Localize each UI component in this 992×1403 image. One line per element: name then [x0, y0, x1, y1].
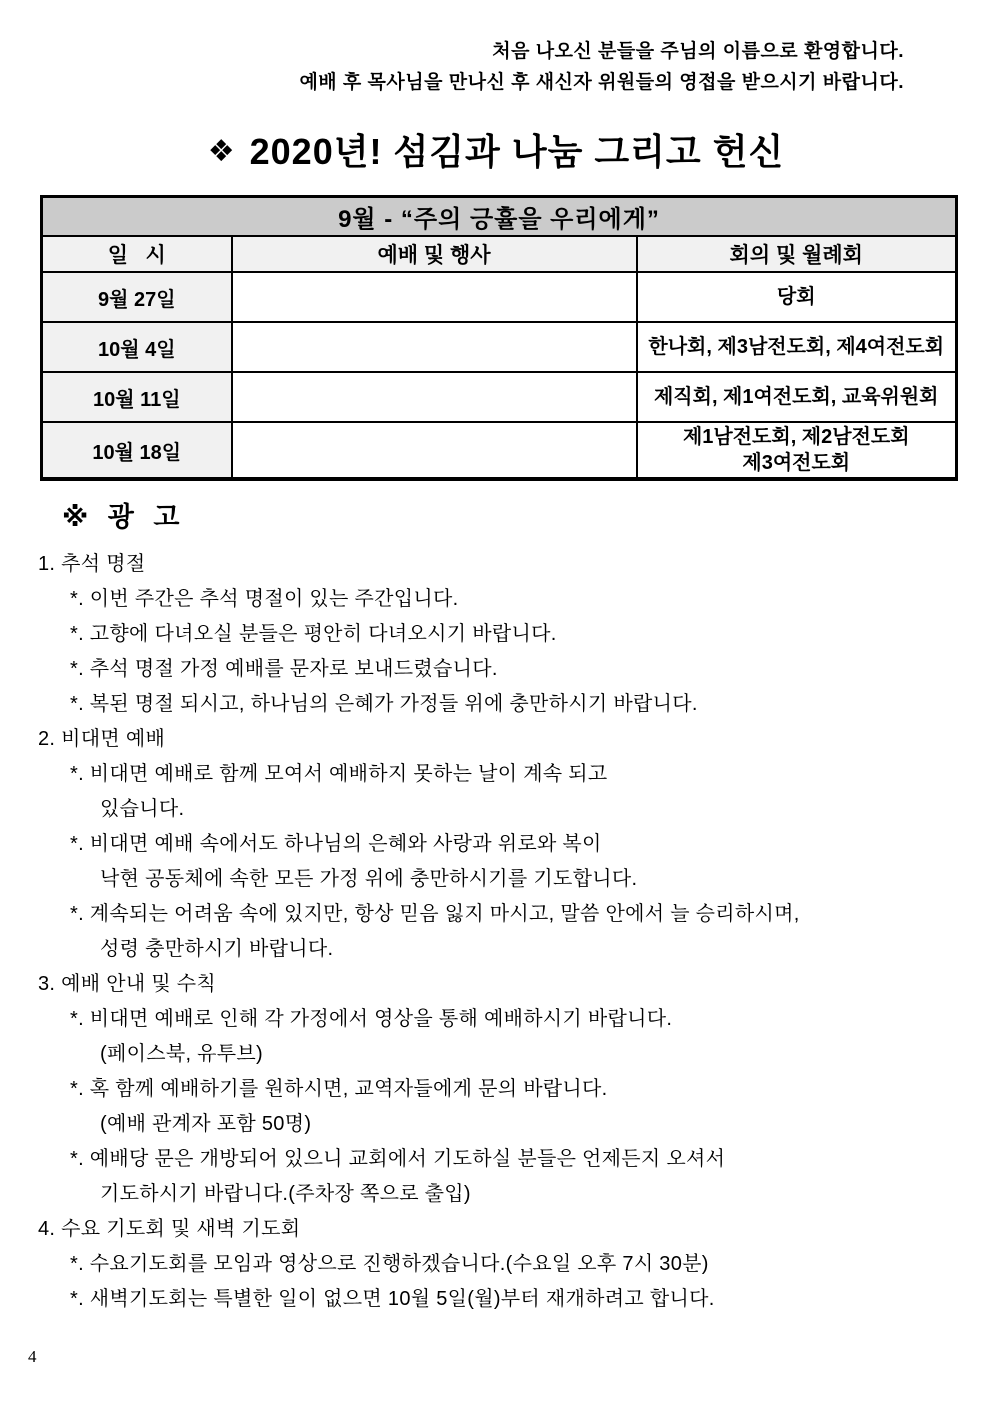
announcement-subitem: *. 이번 주간은 추석 명절이 있는 주간입니다.: [70, 588, 459, 610]
welcome-line-1: 처음 나오신 분들을 주님의 이름으로 환영합니다.: [492, 41, 904, 62]
page-title: [0, 124, 992, 175]
announcement-continuation: 있습니다.: [100, 798, 185, 820]
date-cell: 9월 27일: [42, 272, 232, 322]
announcement-continuation: 기도하시기 바랍니다.(주차장 쪽으로 출입): [100, 1183, 471, 1205]
date-cell: 10월 4일: [42, 322, 232, 372]
meeting-cell: [637, 422, 957, 479]
table-caption: 9월 - “주의 긍휼을 우리에게”: [42, 197, 957, 237]
meeting-cell: 당회: [637, 272, 957, 322]
page-title-text: 2020년! 섬김과 나눔 그리고 헌신: [249, 131, 785, 172]
welcome-block: [0, 0, 992, 98]
announcement-item: 4. 수요 기도회 및 새벽 기도회: [38, 1218, 301, 1240]
announcement-subitem: *. 계속되는 어려움 속에 있지만, 항상 믿음 잃지 마시고, 말씀 안에서 늘 승리하시며,: [70, 903, 800, 925]
table-header-row: [42, 236, 957, 272]
table-row: [42, 322, 957, 372]
announcement-subitem: *. 복된 명절 되시고, 하나님의 은혜가 가정들 위에 충만하시기 바랍니다.: [70, 693, 698, 715]
table-row: [42, 422, 957, 479]
column-header-worship: 예배 및 행사: [232, 236, 637, 272]
column-header-meeting: 회의 및 월례회: [637, 236, 957, 272]
meeting-cell: 제직회, 제1여전도회, 교육위원회: [637, 372, 957, 422]
table-caption-row: [42, 197, 957, 237]
announcement-continuation: 낙현 공동체에 속한 모든 가정 위에 충만하시기를 기도합니다.: [100, 868, 638, 890]
announcement-subitem: *. 예배당 문은 개방되어 있으니 교회에서 기도하실 분들은 언제든지 오셔서: [70, 1148, 726, 1170]
meeting-cell: 한나회, 제3남전도회, 제4여전도회: [637, 322, 957, 372]
announcement-subitem: *. 혹 함께 예배하기를 원하시면, 교역자들에게 문의 바랍니다.: [70, 1078, 608, 1100]
worship-cell: [232, 372, 637, 422]
announcement-item: 1. 추석 명절: [38, 553, 146, 575]
page-number: 4: [28, 1347, 37, 1366]
meeting-line-2: 제3여전도회: [742, 452, 851, 474]
meeting-line-1: 제1남전도회, 제2남전도회: [682, 426, 910, 448]
announcement-continuation: (예배 관계자 포함 50명): [100, 1113, 312, 1135]
announcement-continuation: 성령 충만하시기 바랍니다.: [100, 938, 334, 960]
column-header-date: 일 시: [42, 236, 232, 272]
announcement-continuation: (페이스북, 유투브): [100, 1043, 263, 1065]
announcement-subitem: *. 비대면 예배로 인해 각 가정에서 영상을 통해 예배하시기 바랍니다.: [70, 1008, 673, 1030]
table-row: [42, 272, 957, 322]
worship-cell: [232, 422, 637, 479]
announcement-subitem: *. 추석 명절 가정 예배를 문자로 보내드렸습니다.: [70, 658, 498, 680]
worship-cell: [232, 272, 637, 322]
table-row: [42, 372, 957, 422]
date-cell: 10월 18일: [42, 422, 232, 479]
announcement-subitem: *. 새벽기도회는 특별한 일이 없으면 10월 5일(월)부터 재개하려고 합니다.: [70, 1288, 715, 1310]
diamond-icon: ❖: [207, 135, 236, 168]
announcement-subitem: *. 비대면 예배로 함께 모여서 예배하지 못하는 날이 계속 되고: [70, 763, 608, 785]
announcement-subitem: *. 수요기도회를 모임과 영상으로 진행하겠습니다.(수요일 오후 7시 30분): [70, 1253, 709, 1275]
monthly-schedule-table: [40, 195, 958, 481]
date-cell: 10월 11일: [42, 372, 232, 422]
announcement-item: 2. 비대면 예배: [38, 728, 166, 750]
welcome-line-2: 예배 후 목사님을 만나신 후 새신자 위원들의 영접을 받으시기 바랍니다.: [299, 72, 904, 93]
announcements-heading: ※ 광 고: [62, 502, 186, 532]
worship-cell: [232, 322, 637, 372]
announcements-list: [0, 547, 992, 1317]
announcement-subitem: *. 비대면 예배 속에서도 하나님의 은혜와 사랑과 위로와 복이: [70, 833, 602, 855]
announcement-subitem: *. 고향에 다녀오실 분들은 평안히 다녀오시기 바랍니다.: [70, 623, 557, 645]
announcement-item: 3. 예배 안내 및 수칙: [38, 973, 217, 995]
